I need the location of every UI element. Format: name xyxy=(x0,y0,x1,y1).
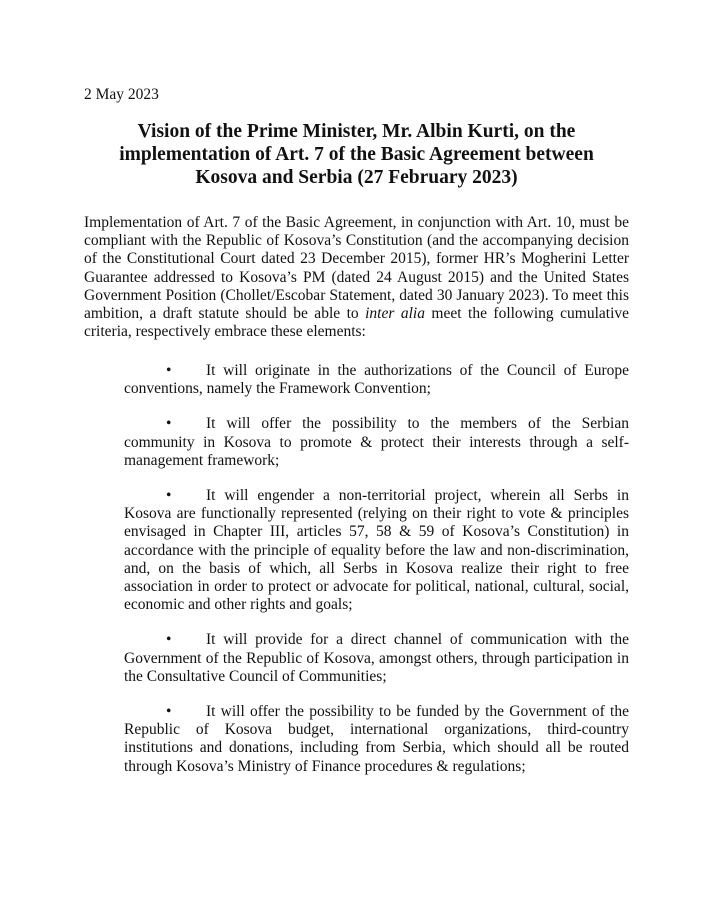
intro-italic-phrase: inter alia xyxy=(365,305,425,323)
list-item-text: It will offer the possibility to the members of the Serbian community in Kosova to promote & protect their interests through a self-management framework; xyxy=(124,415,629,469)
list-item xyxy=(124,362,629,398)
document-date: 2 May 2023 xyxy=(84,86,159,103)
list-item xyxy=(124,703,629,776)
intro-text-end: meet the following cumulative criteria, respectively embrace these elements: xyxy=(84,305,630,341)
title-line-3: Kosova and Serbia (27 February 2023) xyxy=(195,167,518,188)
title-line-2: implementation of Art. 7 of the Basic Agreement between xyxy=(119,144,594,165)
intro-paragraph xyxy=(84,214,629,341)
list-item-text: It will offer the possibility to be funded by the Government of the Republic of Kosova budget, international organizations, third-country institutions and donations, including from Serbia, which should all be routed through Kosova’s Ministry of Finance procedures & regulations; xyxy=(124,703,629,775)
bullet-marker: • xyxy=(166,703,172,721)
criteria-list xyxy=(124,362,629,793)
bullet-marker: • xyxy=(166,362,172,379)
title-line-1: Vision of the Prime Minister, Mr. Albin Kurti, on the xyxy=(137,121,576,142)
intro-text-start: Implementation of Art. 7 of the Basic Agreement, in conjunction with Art. 10, must be compliant with the Republic of Kosova’s Constitution (and the accompanying decision of the Constitutional Court dated 23 December 2015), former HR’s Mogherini Letter Guarantee addressed to Kosova’s PM (dated 24 August 2015) and the United States Government Position (Chollet/Escobar Statement, dated 30 January 2023). To meet this ambition, a draft statute should be able to xyxy=(84,214,629,323)
list-item-text: It will provide for a direct channel of communication with the Government of the Republic of Kosova, amongst others, through participation in the Consultative Council of Communities; xyxy=(124,631,629,685)
document-title xyxy=(84,120,629,189)
bullet-marker: • xyxy=(166,631,172,649)
list-item xyxy=(124,631,629,686)
list-item xyxy=(124,415,629,470)
list-item xyxy=(124,487,629,614)
bullet-marker: • xyxy=(166,415,172,433)
list-item-text: It will engender a non-territorial project, wherein all Serbs in Kosova are functionally represented (relying on their right to vote & principles envisaged in Chapter III, articles 57, 58 & 59 of Kosova’s Constitution) in accordance with the principle of equality before the law and non-discrimination, and, on the basis of which, all Serbs in Kosova realize their right to free association in order to protect or advocate for political, national, cultural, social, economic and other rights and goals; xyxy=(124,487,629,614)
bullet-marker: • xyxy=(166,487,172,505)
list-item-text: It will originate in the authorizations of the Council of Europe conventions, namely the Framework Convention; xyxy=(124,362,629,398)
